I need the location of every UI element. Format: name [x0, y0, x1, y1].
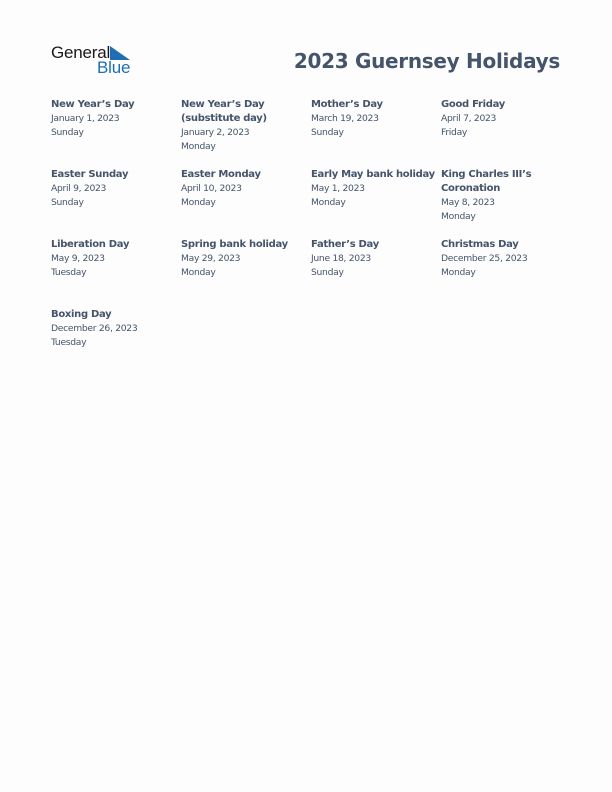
holiday-entry: [51, 308, 181, 378]
holiday-name: Mother’s Day: [311, 99, 383, 110]
holiday-name: Father’s Day: [311, 239, 379, 250]
holiday-entry: [311, 168, 441, 238]
holiday-date: April 7, 2023: [441, 113, 497, 124]
holiday-date: January 1, 2023: [51, 113, 120, 124]
holiday-name: New Year’s Day (substitute day): [181, 99, 267, 124]
holiday-weekday: Monday: [181, 266, 216, 278]
holiday-name: Boxing Day: [51, 309, 112, 320]
holiday-weekday: Tuesday: [51, 266, 87, 278]
holiday-name: New Year’s Day: [51, 99, 135, 110]
holiday-entry: [441, 168, 571, 238]
logo-word-blue: Blue: [97, 58, 131, 77]
holiday-entry: [51, 168, 181, 238]
holiday-weekday: Sunday: [311, 266, 344, 278]
holiday-name: Liberation Day: [51, 239, 130, 250]
holiday-weekday: Monday: [181, 140, 216, 152]
holiday-weekday: Sunday: [311, 126, 344, 138]
holiday-entry: [181, 98, 311, 168]
logo-word-general: General: [51, 43, 111, 62]
holiday-entry: [441, 98, 571, 168]
holiday-entry: [441, 238, 571, 308]
holiday-name: Early May bank holiday: [311, 169, 435, 180]
holiday-name: Easter Sunday: [51, 169, 129, 180]
holiday-name: Easter Monday: [181, 169, 261, 180]
holiday-grid: [51, 98, 571, 378]
holiday-date: December 26, 2023: [51, 323, 138, 334]
holiday-weekday: Monday: [181, 196, 216, 208]
holiday-entry: [181, 168, 311, 238]
holiday-name: Spring bank holiday: [181, 239, 288, 250]
holiday-date: April 10, 2023: [181, 183, 242, 194]
holiday-date: May 8, 2023: [441, 197, 495, 208]
holiday-name: King Charles III’s Coronation: [441, 169, 532, 194]
holiday-entry: [51, 238, 181, 308]
holiday-weekday: Sunday: [51, 126, 84, 138]
holiday-name: Good Friday: [441, 99, 505, 110]
holiday-date: April 9, 2023: [51, 183, 107, 194]
holiday-entry: [311, 238, 441, 308]
holiday-date: December 25, 2023: [441, 253, 528, 264]
holiday-weekday: Tuesday: [51, 336, 87, 348]
holiday-weekday: Monday: [441, 210, 476, 222]
generalblue-logo: [51, 43, 133, 77]
holiday-name: Christmas Day: [441, 239, 519, 250]
page-title: 2023 Guernsey Holidays: [293, 49, 560, 73]
holiday-date: May 29, 2023: [181, 253, 241, 264]
holiday-weekday: Monday: [311, 196, 346, 208]
holiday-entry: [311, 98, 441, 168]
holiday-date: March 19, 2023: [311, 113, 379, 124]
holiday-weekday: Monday: [441, 266, 476, 278]
holiday-entry: [181, 238, 311, 308]
holiday-date: May 9, 2023: [51, 253, 105, 264]
holiday-weekday: Sunday: [51, 196, 84, 208]
holiday-date: January 2, 2023: [181, 127, 250, 138]
holiday-date: June 18, 2023: [311, 253, 371, 264]
holiday-date: May 1, 2023: [311, 183, 365, 194]
holiday-entry: [51, 98, 181, 168]
holiday-weekday: Friday: [441, 126, 468, 138]
